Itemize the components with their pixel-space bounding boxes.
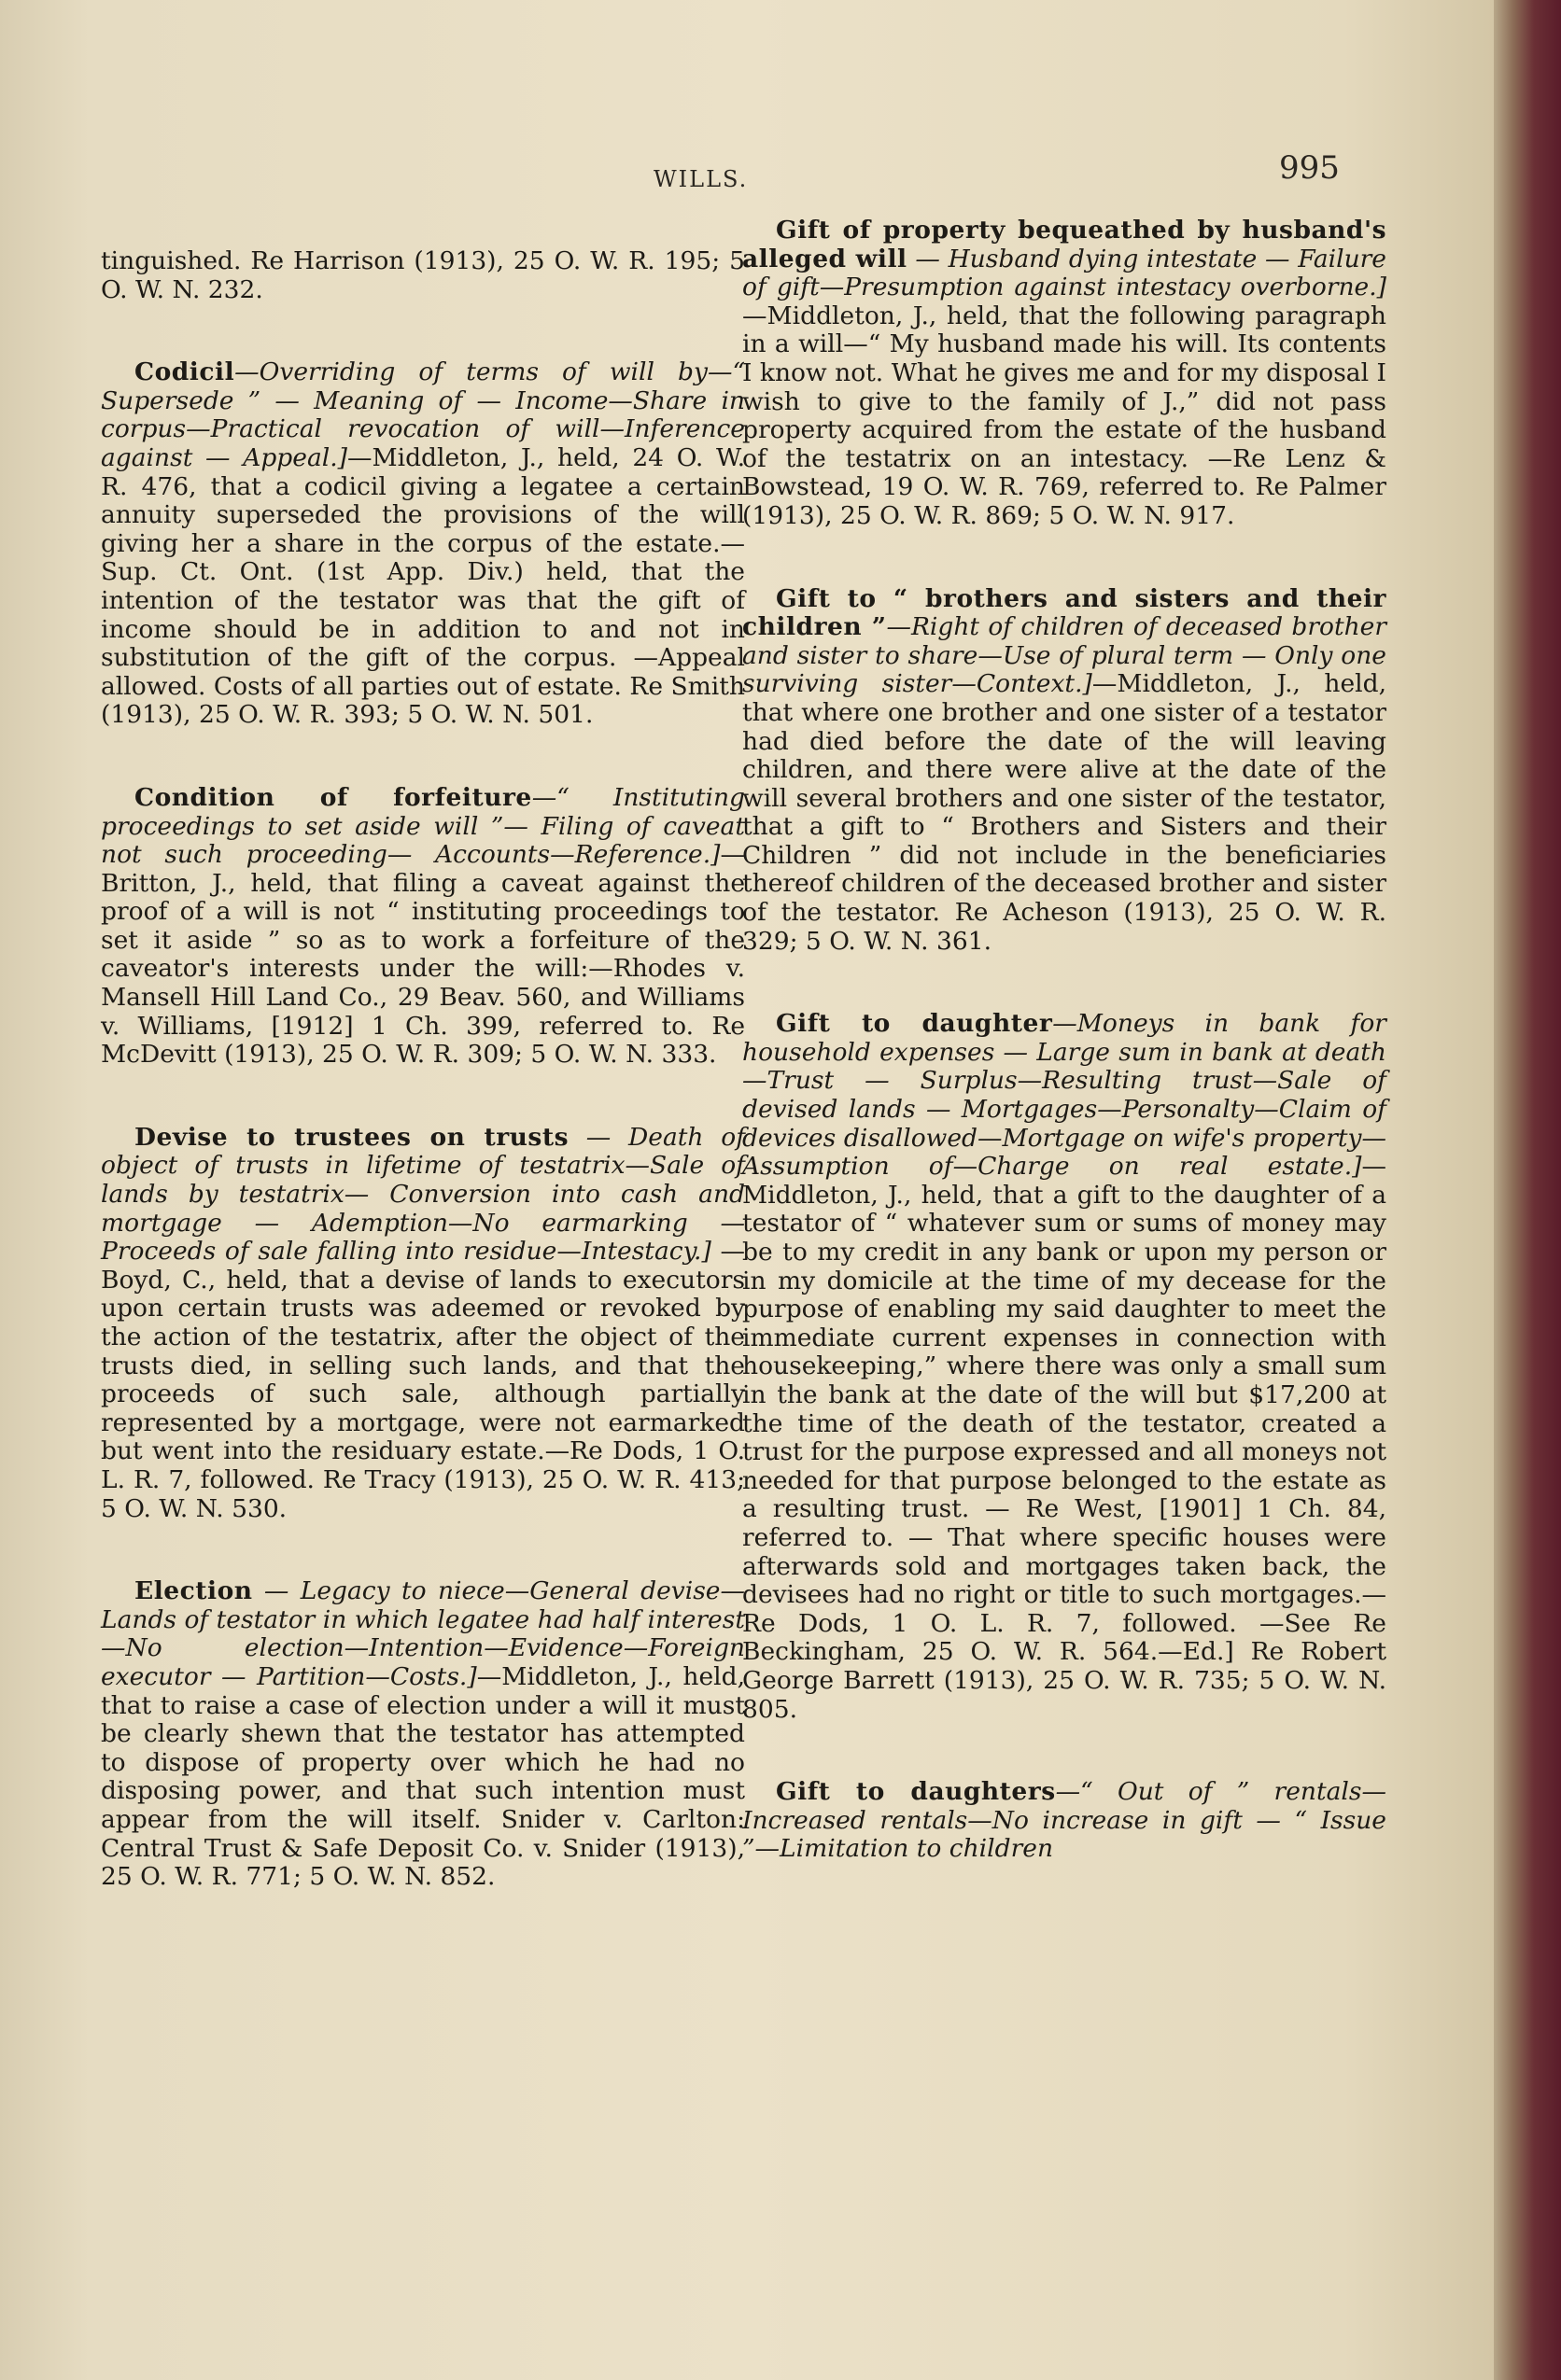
entry-catchwords: —“ Instituting proceedings to set aside will ”— Filing of caveat not such proceeding— Accounts—Reference.] <box>101 782 745 870</box>
entry-heading: Gift of property bequeathed by husband's alleged will <box>742 216 1386 273</box>
running-head: WILLS. <box>654 166 749 192</box>
digest-entry-codicil <box>101 358 745 730</box>
digest-entry-gift-of-property <box>742 217 1386 531</box>
entry-heading: Devise to trustees on trusts <box>134 1122 570 1152</box>
entry-heading: Election <box>134 1576 253 1606</box>
entry-body: —Britton, J., held, that filing a caveat against the proof of a will is not “ instituting proceedings to set it aside ” so as to work a forfeiture of the caveator's interests under the will:—Rhodes v. Mansell Hill Land Co., 29 Beav. 560, and Williams v. Williams, [1912] 1 Ch. 399, referred to. Re McDevitt (1913), 25 O. W. R. 309; 5 O. W. N. 333. <box>101 840 745 1070</box>
right-column <box>742 217 1386 1918</box>
entry-catchwords: — Legacy to niece—General devise—Lands of testator in which legatee had half interest—No election—Intention—Evidence—Foreign executor — Partition—Costs.] <box>101 1576 745 1691</box>
entry-heading: Codicil <box>134 357 235 387</box>
entry-catchwords: — Death of object of trusts in lifetime of testatrix—Sale of lands by testatrix— Conversion into cash and mortgage — Ademption—No earmarking — Proceeds of sale falling into residue—Intestacy.] <box>101 1122 745 1267</box>
entry-heading: Gift to daughters <box>776 1777 1056 1807</box>
digest-entry-election <box>101 1577 745 1892</box>
entry-catchwords: — Husband dying intestate — Failure of gift—Presumption against intestacy overborne.] <box>742 244 1386 302</box>
book-spine-edge <box>1494 0 1561 2380</box>
entry-body: —Middleton, J., held, that to raise a case of election under a will it must be clearly shewn that the testator has attempted to dispose of property over which he had no disposing power, and that such intention must appear from the will itself. Snider v. Carlton: Central Trust & Safe Deposit Co. v. Snider (1913), 25 O. W. R. 771; 5 O. W. N. 852. <box>101 1661 745 1892</box>
entry-body: —Middleton, J., held, 24 O. W. R. 476, that a codicil giving a legatee a certain annuity superseded the provisions of the will giving her a share in the corpus of the estate.—Sup. Ct. Ont. (1st App. Div.) held, that the intention of the testator was that the gift of income should be in addition to and not in substitution of the gift of the corpus. —Appeal allowed. Costs of all parties out of estate. Re Smith (1913), 25 O. W. R. 393; 5 O. W. N. 501. <box>101 442 746 730</box>
digest-entry-condition-of-forfeiture <box>101 784 745 1070</box>
digest-entry-gift-to-brothers-and-sisters <box>742 585 1386 957</box>
entry-body: —Middleton, J., held, that where one brother and one sister of a testator had died before the date of the will leaving children, and there were alive at the date of the will several brothers and one sister of the testator, that a gift to “ Brothers and Sisters and their Children ” did not include in the beneficiaries thereof children of the deceased brother and sister of the testator. Re Acheson (1913), 25 O. W. R. 329; 5 O. W. N. 361. <box>742 669 1386 956</box>
entry-heading: Condition of forfeiture <box>134 782 532 812</box>
entry-catchwords: —Overriding of terms of will by—“ Supersede ” — Meaning of — Income—Share in corpus—Practical revocation of will—Inference against — Appeal.] <box>101 357 745 472</box>
entry-body: tinguished. Re Harrison (1913), 25 O. W. R. 195; 5 O. W. N. 232. <box>101 246 745 304</box>
entry-body: —Middleton, J., held, that the following paragraph in a will—“ My husband made his will. Its contents I know not. What he gives me and for my disposal I wish to give to the family of J.,” did not pass property acquired from the estate of the husband of the testatrix on an intestacy. —Re Lenz & Bowstead, 19 O. W. R. 769, referred to. Re Palmer (1913), 25 O. W. R. 869; 5 O. W. N. 917. <box>742 301 1386 530</box>
digest-entry-gift-to-daughter <box>742 1010 1386 1724</box>
entry-catchwords: —“ Out of ” rentals—Increased rentals—No increase in gift — “ Issue ”—Limitation to children <box>742 1777 1386 1864</box>
page-number: 995 <box>1279 149 1340 187</box>
digest-entry-gift-to-daughters <box>742 1778 1386 1864</box>
entry-catchwords: —Right of children of deceased brother and sister to share—Use of plural term — Only one surviving sister—Context.] <box>742 612 1387 699</box>
entry-body: —Middleton, J., held, that a gift to the daughter of a testator of “ whatever sum or sums of money may be to my credit in any bank or upon my person or in my domicile at the time of my decease for the purpose of enabling my said daughter to meet the immediate current expenses in connection with housekeeping,” where there was only a small sum in the bank at the date of the will but $17,200 at the time of the death of the testator, created a trust for the purpose expressed and all moneys not needed for that purpose belonged to the estate as a resulting trust. — Re West, [1901] 1 Ch. 84, referred to. — That where specific houses were afterwards sold and mortgages taken back, the devisees had no right or title to such mortgages.—Re Dods, 1 O. L. R. 7, followed. —See Re Beckingham, 25 O. W. R. 564.—Ed.] Re Robert George Barrett (1913), 25 O. W. R. 735; 5 O. W. N. 805. <box>742 1152 1386 1724</box>
entry-catchwords: —Moneys in bank for household expenses — Large sum in bank at death—Trust — Surplus—Resulting trust—Sale of devised lands — Mortgages—Personalty—Claim of devices disallowed—Mortgage on wife's property—Assumption of—Charge on real estate.] <box>742 1009 1386 1182</box>
entry-body: —Boyd, C., held, that a devise of lands to executors upon certain trusts was adeemed or revoked by the action of the testatrix, after the object of the trusts died, in selling such lands, and that the proceeds of such sale, although partially represented by a mortgage, were not earmarked but went into the residuary estate.—Re Dods, 1 O. L. R. 7, followed. Re Tracy (1913), 25 O. W. R. 413; 5 O. W. N. 530. <box>101 1237 745 1523</box>
entry-heading: Gift to daughter <box>776 1009 1053 1039</box>
entry-heading: Gift to “ brothers and sisters and their children ” <box>742 583 1386 642</box>
left-column <box>101 247 745 1946</box>
digest-entry-devise-to-trustees <box>101 1124 745 1523</box>
page-header <box>0 0 1494 215</box>
digest-entry-continuation <box>101 247 745 304</box>
